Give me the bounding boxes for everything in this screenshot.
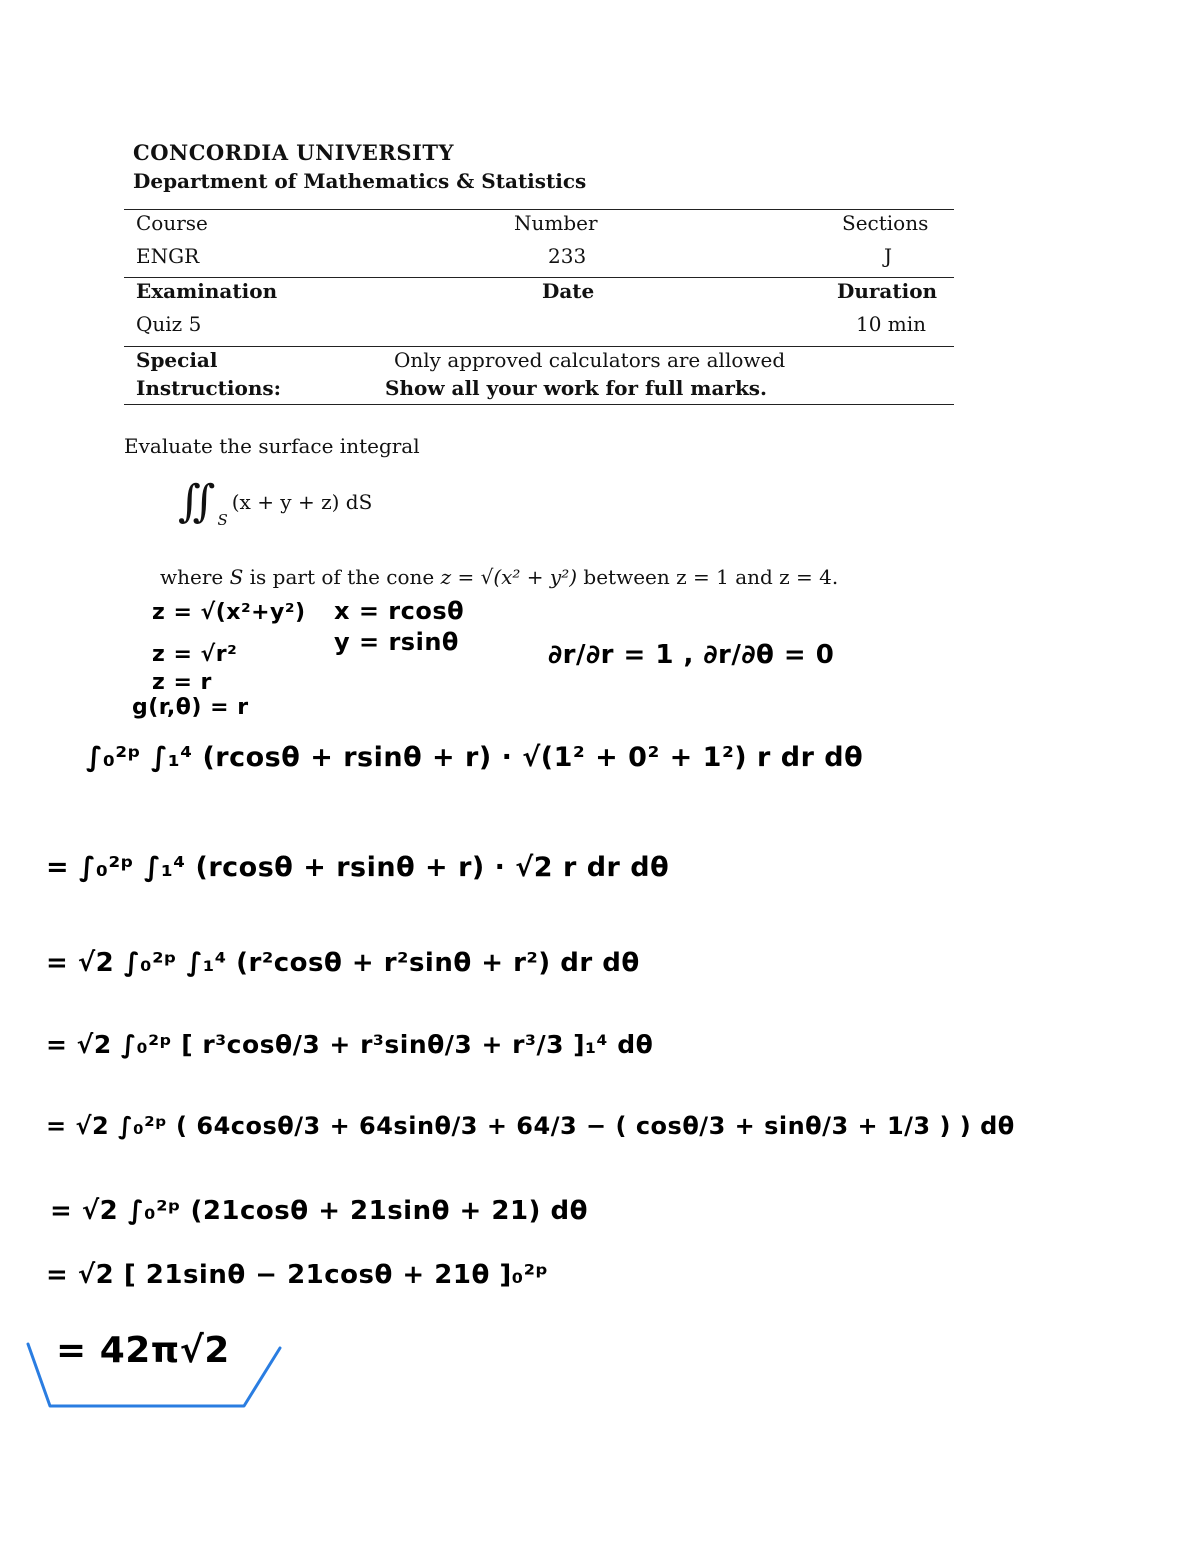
special-label: Special bbox=[136, 348, 218, 372]
hand-step-6: = √2 ∫₀²ᵖ (21cosθ + 21sinθ + 21) dθ bbox=[50, 1196, 588, 1226]
hand-z-sqrt-r-squared: z = √r² bbox=[152, 642, 238, 667]
hand-z-equals-r: z = r bbox=[152, 670, 212, 695]
hand-step-3: = √2 ∫₀²ᵖ ∫₁⁴ (r²cosθ + r²sinθ + r²) dr dθ bbox=[46, 948, 640, 978]
question-prompt: Evaluate the surface integral bbox=[124, 434, 420, 458]
examination-label: Examination bbox=[136, 279, 278, 303]
table-rule-top bbox=[124, 209, 954, 210]
date-label: Date bbox=[542, 279, 595, 303]
hand-y-substitution: y = rsinθ bbox=[334, 628, 459, 656]
double-integral-sign: ∬ bbox=[178, 476, 216, 527]
course-label: Course bbox=[136, 211, 208, 235]
hand-g-of-r-theta: g(r,θ) = r bbox=[132, 695, 249, 720]
sections-label: Sections bbox=[842, 211, 929, 235]
hand-step-1: ∫₀²ᵖ ∫₁⁴ (rcosθ + rsinθ + r) · √(1² + 0² + 1²) r dr dθ bbox=[86, 742, 864, 773]
number-value: 233 bbox=[548, 244, 587, 268]
department-name: Department of Mathematics & Statistics bbox=[133, 169, 587, 193]
university-name: CONCORDIA UNIVERSITY bbox=[133, 140, 454, 165]
number-label: Number bbox=[514, 211, 598, 235]
where-mid: is part of the cone bbox=[243, 565, 441, 589]
integral-subscript: S bbox=[217, 511, 228, 529]
hand-step-5: = √2 ∫₀²ᵖ ( 64cosθ/3 + 64sinθ/3 + 64/3 − ( cosθ/3 + sinθ/3 + 1/3 ) ) dθ bbox=[46, 1112, 1015, 1140]
surface-integral bbox=[178, 476, 373, 529]
hand-final-answer: = 42π√2 bbox=[56, 1330, 230, 1371]
hand-step-4: = √2 ∫₀²ᵖ [ r³cosθ/3 + r³sinθ/3 + r³/3 ]₁⁴ dθ bbox=[46, 1030, 654, 1059]
where-bounds: between z = 1 and z = 4. bbox=[577, 565, 839, 589]
sections-value: J bbox=[884, 244, 893, 268]
hand-step-2: = ∫₀²ᵖ ∫₁⁴ (rcosθ + rsinθ + r) · √2 r dr dθ bbox=[46, 852, 670, 883]
hand-partial-derivatives: ∂r/∂r = 1 , ∂r/∂θ = 0 bbox=[548, 640, 835, 670]
instruction-calculators: Only approved calculators are allowed bbox=[394, 348, 786, 372]
table-rule-mid-1 bbox=[124, 277, 954, 278]
duration-value: 10 min bbox=[856, 312, 927, 336]
course-value: ENGR bbox=[136, 244, 200, 268]
examination-value: Quiz 5 bbox=[136, 312, 202, 336]
where-prefix: where bbox=[160, 565, 230, 589]
hand-x-substitution: x = rcosθ bbox=[334, 597, 465, 625]
table-rule-mid-2 bbox=[124, 346, 954, 347]
hand-cone-equation: z = √(x²+y²) bbox=[152, 600, 306, 625]
table-rule-bottom bbox=[124, 404, 954, 405]
surface-symbol: S bbox=[229, 565, 244, 589]
duration-label: Duration bbox=[837, 279, 938, 303]
integrand: (x + y + z) dS bbox=[231, 490, 373, 514]
surface-description bbox=[160, 565, 838, 589]
instructions-label: Instructions: bbox=[136, 376, 282, 400]
hand-step-7: = √2 [ 21sinθ − 21cosθ + 21θ ]₀²ᵖ bbox=[46, 1260, 549, 1290]
cone-equation: z = √(x² + y²) bbox=[440, 565, 578, 589]
instruction-show-work: Show all your work for full marks. bbox=[385, 376, 768, 400]
